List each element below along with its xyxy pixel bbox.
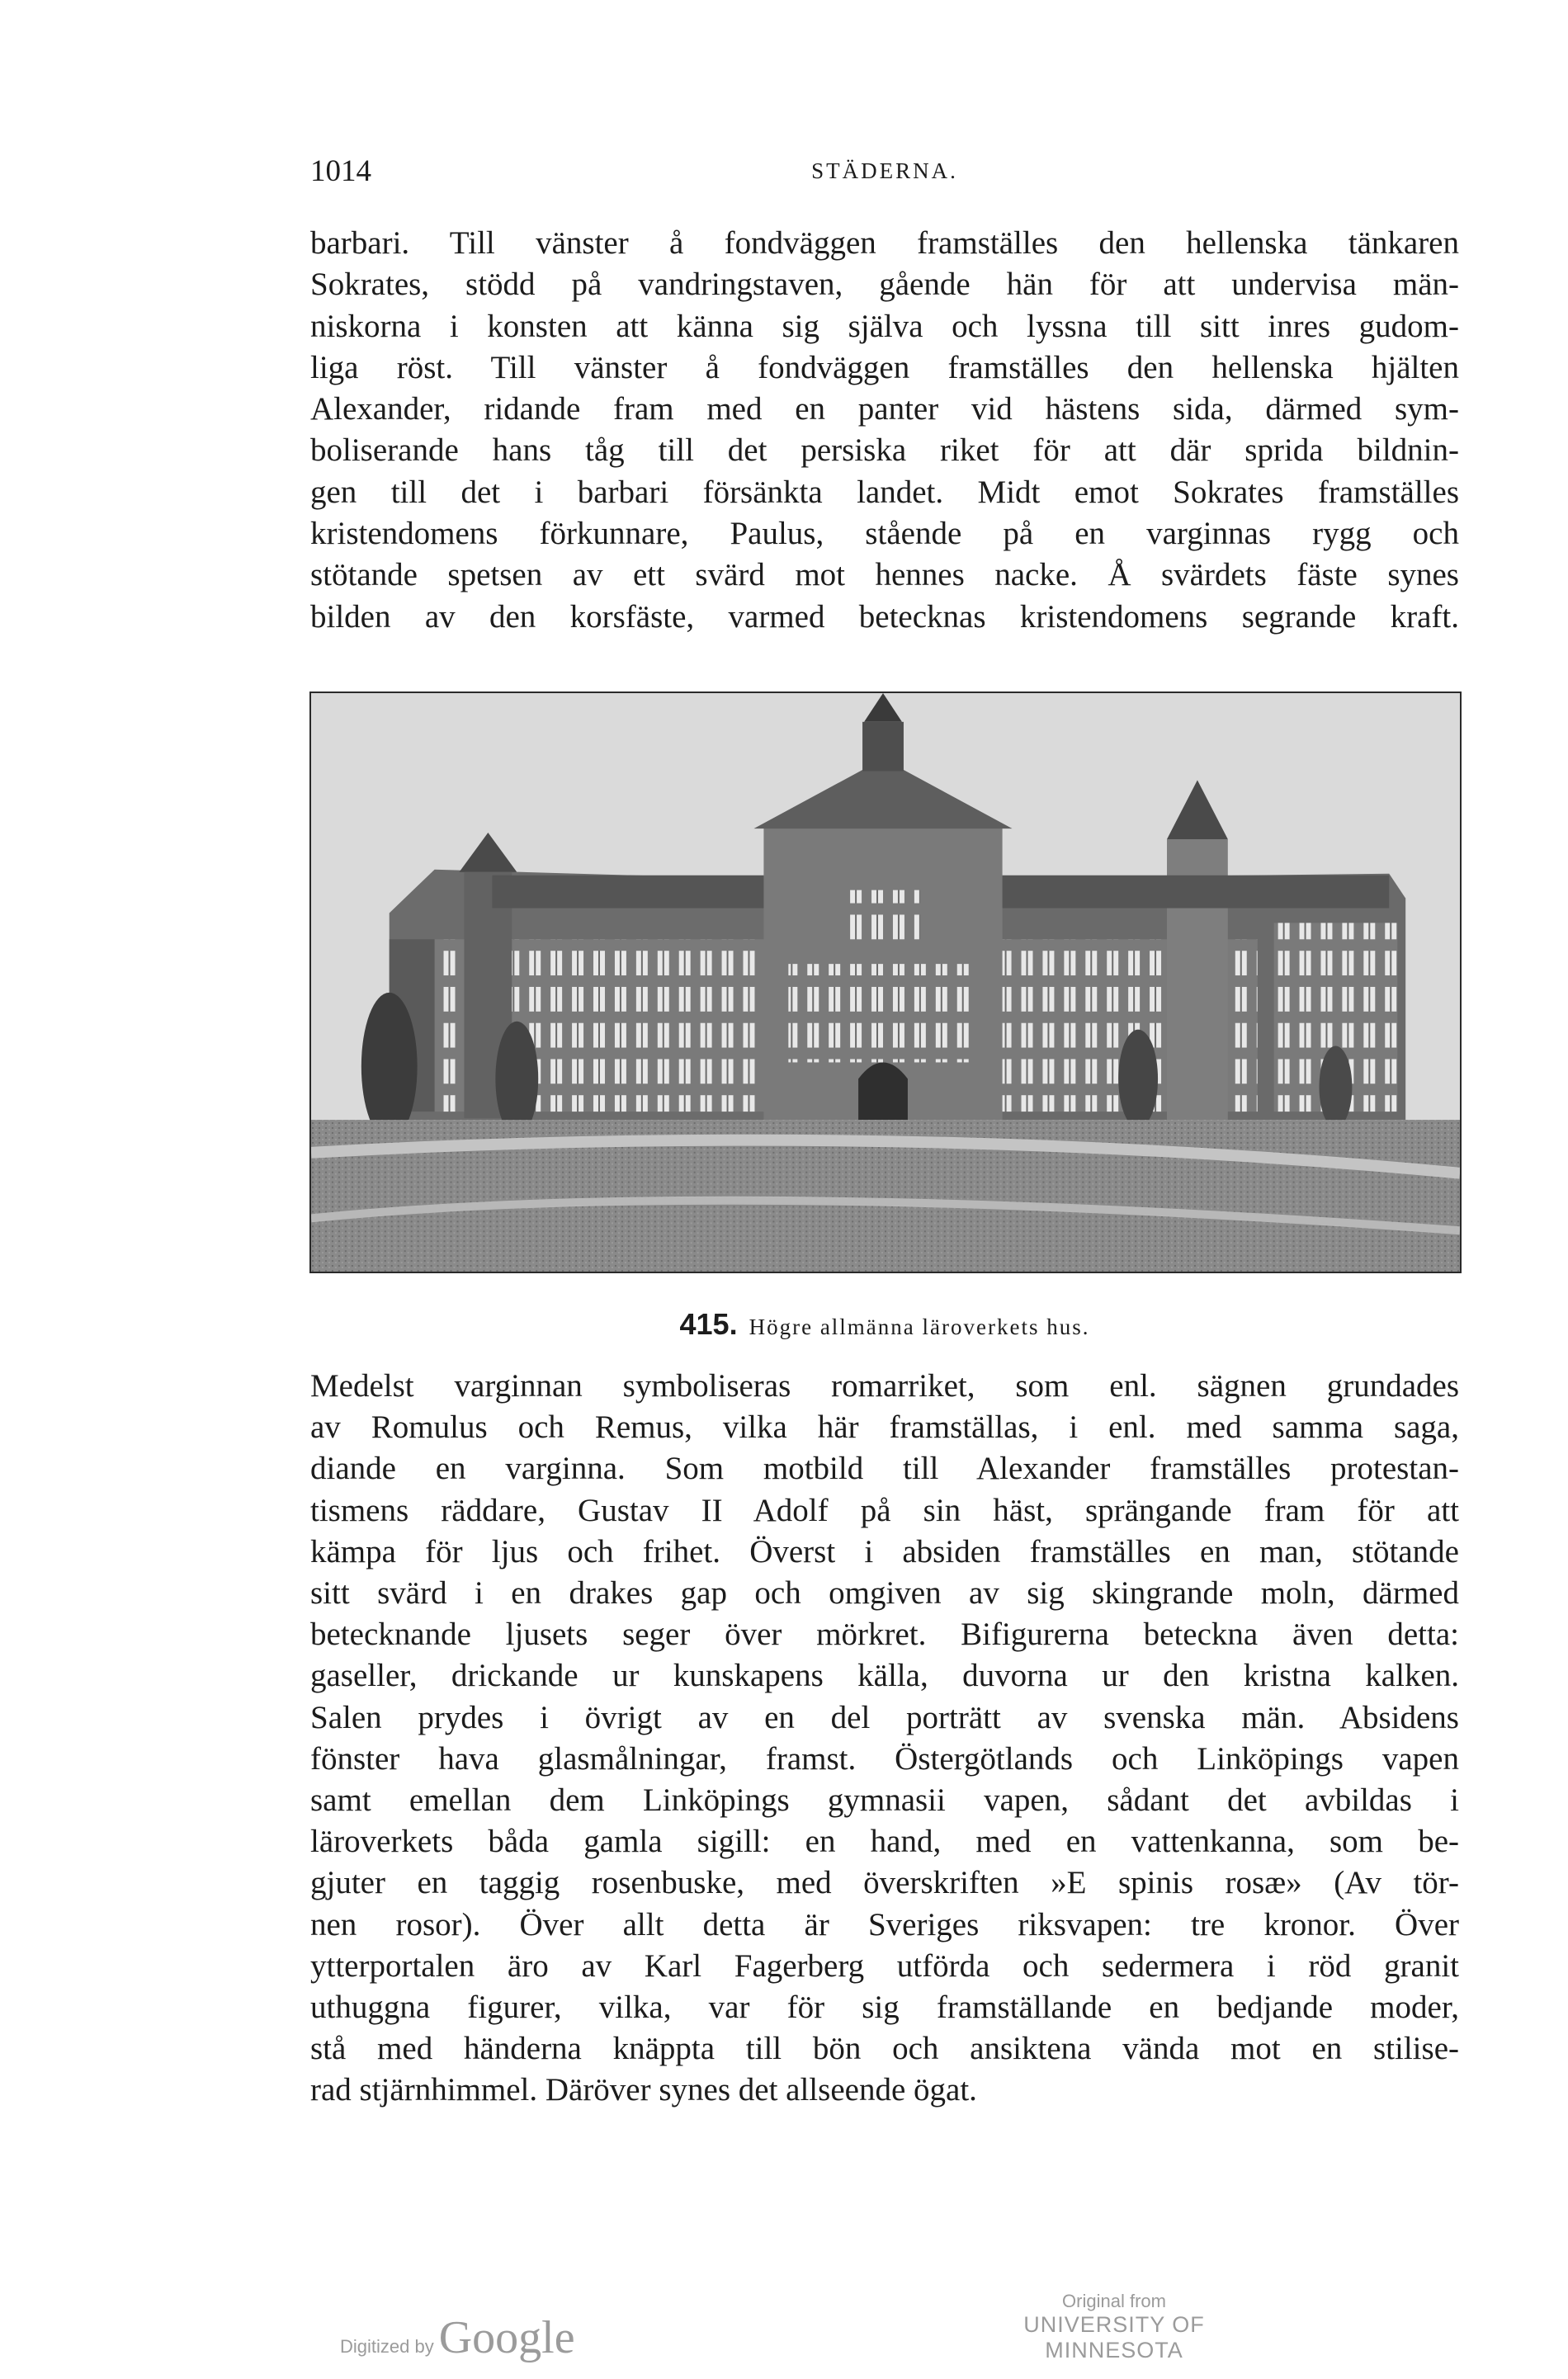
text-line: gjuter en taggig rosenbuske, med överskriften »E spinis rosæ» (Av tör- [310, 1865, 1459, 1901]
text-line: Medelst varginnan symboliseras romarriket, som enl. sägnen grundades [310, 1368, 1459, 1404]
running-title: STÄDERNA. [811, 158, 958, 183]
text-line: stå med händerna knäppta till bön och ansiktena vända mot en stilise- [310, 2031, 1459, 2067]
text-line: barbari. Till vänster å fondväggen framställes den hellenska tänkaren [310, 225, 1459, 261]
text-line: av Romulus och Remus, vilka här framställas, i enl. med samma saga, [310, 1409, 1459, 1446]
text-line: uthuggna figurer, vilka, var för sig framställande en bedjande moder, [310, 1990, 1459, 2026]
text-line: Salen prydes i övrigt av en del porträtt av svenska män. Absidens [310, 1699, 1459, 1735]
school-building-illustration [311, 693, 1460, 1272]
figure-caption [310, 1307, 1459, 1342]
figure-number: 415. [679, 1307, 738, 1341]
digitized-prefix: Digitized by [340, 2336, 434, 2357]
text-line: boliserande hans tåg till det persiska riket för att där sprida bildnin- [310, 432, 1459, 469]
text-line: sitt svärd i en drakes gap och omgiven av sig skingrande moln, därmed [310, 1575, 1459, 1612]
paragraph-top [310, 223, 1459, 638]
text-line: gen till det i barbari försänkta landet. Midt emot Sokrates framställes [310, 474, 1459, 510]
source-line-1: Original from [1062, 2291, 1166, 2311]
source-watermark [957, 2291, 1271, 2363]
text-line: betecknande ljusets seger över mörkret. Bifigurerna beteckna även detta: [310, 1617, 1459, 1653]
text-line: läroverkets båda gamla sigill: en hand, med en vattenkanna, som be- [310, 1824, 1459, 1860]
google-logo: Google [438, 2312, 575, 2363]
text-line: tismens räddare, Gustav II Adolf på sin häst, sprängande fram för att [310, 1492, 1459, 1528]
text-line: stötande spetsen av ett svärd mot hennes nacke. Å svärdets fäste synes [310, 557, 1459, 593]
text-line: Alexander, ridande fram med en panter vid hästens sida, därmed sym- [310, 391, 1459, 427]
digitized-by-watermark [340, 2311, 575, 2364]
page-header [310, 153, 1459, 195]
text-line: diande en varginna. Som motbild till Alexander framställes protestan- [310, 1451, 1459, 1487]
text-line: samt emellan dem Linköpings gymnasii vapen, sådant det avbildas i [310, 1782, 1459, 1819]
text-line: ytterportalen äro av Karl Fagerberg utförda och sedermera i röd granit [310, 1947, 1459, 1984]
text-line: gaseller, drickande ur kunskapens källa, duvorna ur den kristna kalken. [310, 1658, 1459, 1694]
page-number: 1014 [310, 154, 371, 188]
text-line: liga röst. Till vänster å fondväggen framställes den hellenska hjälten [310, 349, 1459, 385]
text-line: niskorna i konsten att känna sig själva och lyssna till sitt inres gudom- [310, 308, 1459, 344]
figure-caption-text: Högre allmänna läroverkets hus. [749, 1315, 1090, 1339]
text-line: Sokrates, stödd på vandringstaven, gående hän för att undervisa män- [310, 267, 1459, 303]
text-line: bilden av den korsfäste, varmed betecknas kristendomens segrande kraft. [310, 598, 1459, 635]
text-line: rad stjärnhimmel. Däröver synes det allseende ögat. [310, 2072, 977, 2108]
source-line-2: UNIVERSITY OF MINNESOTA [1023, 2312, 1205, 2362]
text-line: kristendomens förkunnare, Paulus, stående på en varginnas rygg och [310, 516, 1459, 552]
paragraph-bottom [310, 1366, 1459, 2112]
text-line: nen rosor). Över allt detta är Sveriges riksvapen: tre kronor. Över [310, 1906, 1459, 1942]
building-photograph [309, 692, 1462, 1273]
text-line: fönster hava glasmålningar, framst. Östergötlands och Linköpings vapen [310, 1740, 1459, 1777]
text-line: kämpa för ljus och frihet. Överst i absiden framställes en man, stötande [310, 1533, 1459, 1569]
